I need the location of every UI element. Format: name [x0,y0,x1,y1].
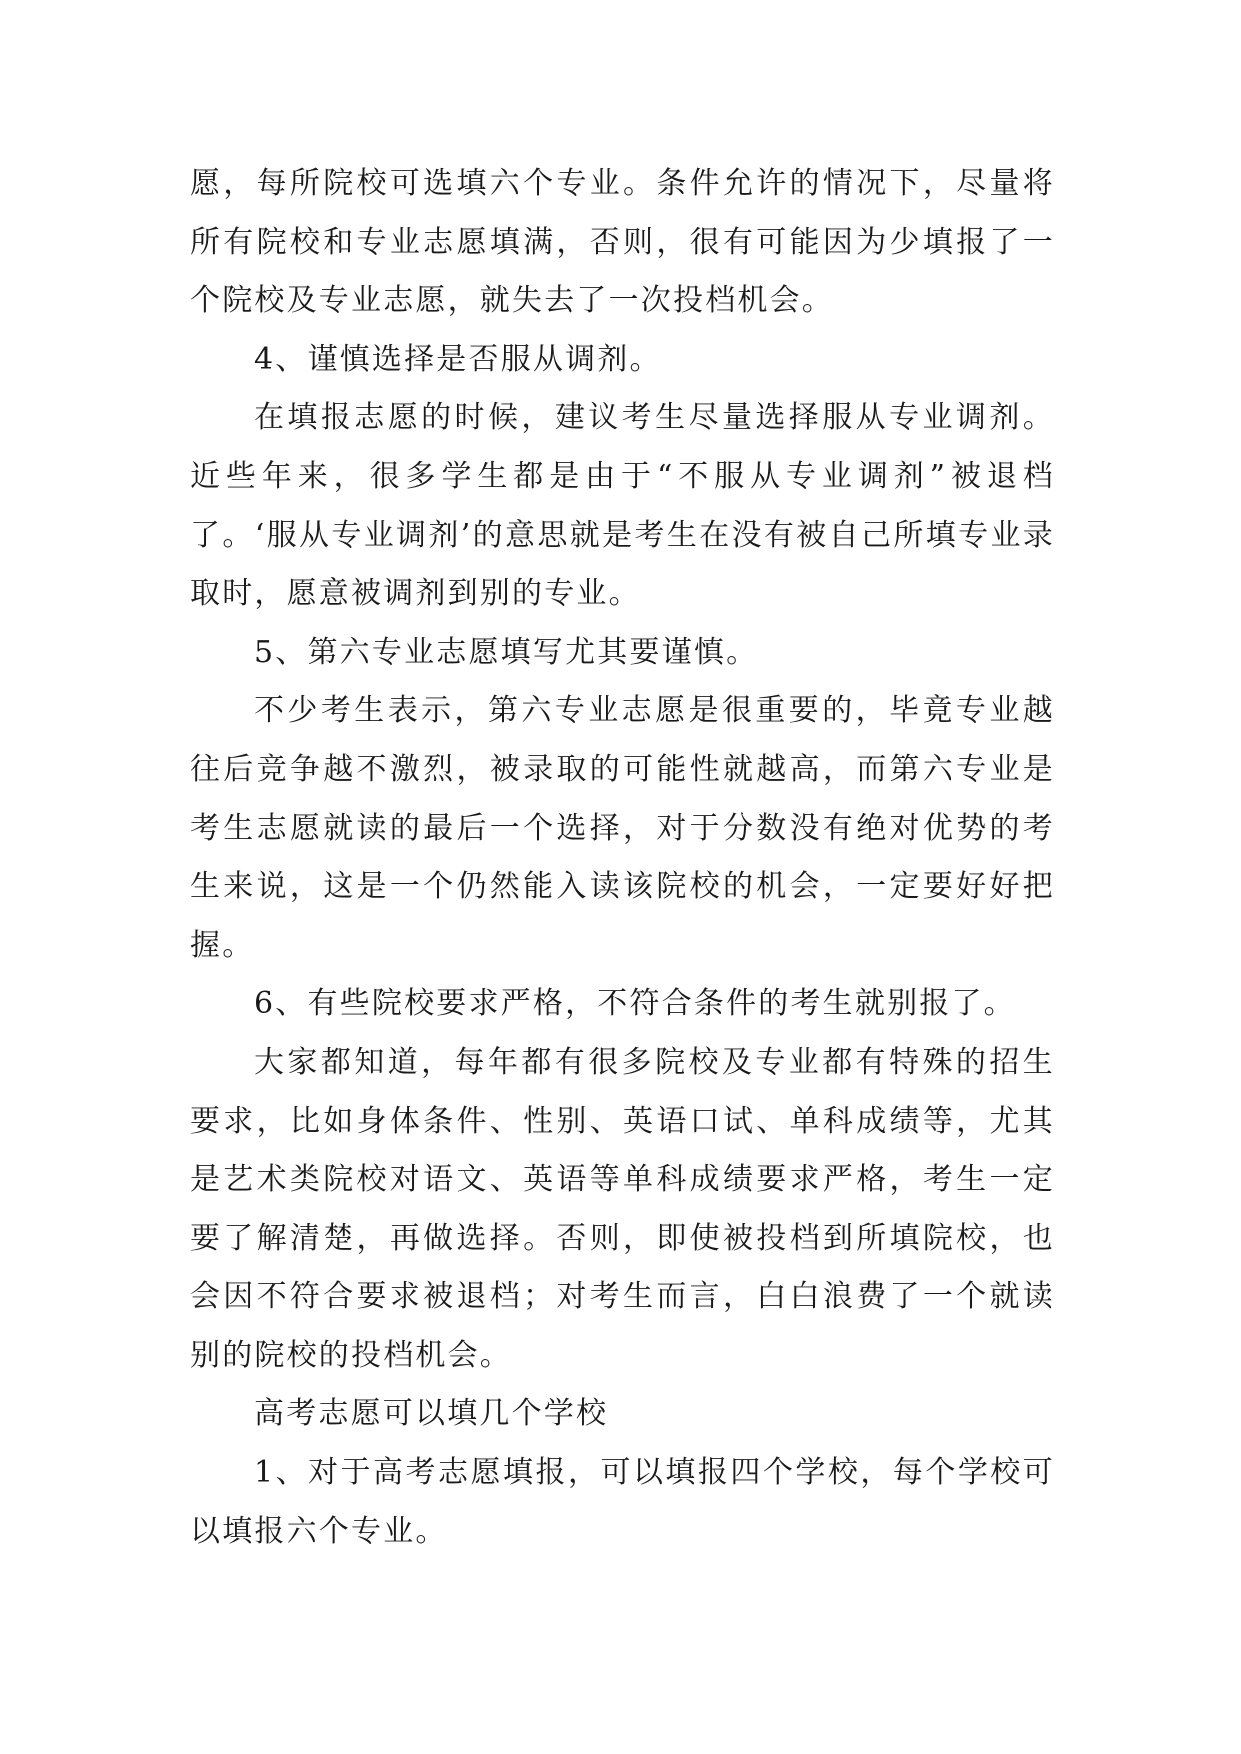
paragraph-adjustment: 在填报志愿的时候，建议考生尽量选择服从专业调剂。近些年来，很多学生都是由于“不服从专业调剂”被退档了。‘服从专业调剂’的意思就是考生在没有被自己所填专业录取时，愿意被调剂到别的专业。 [190,400,1055,612]
paragraph-special-requirements: 大家都知道，每年都有很多院校及专业都有特殊的招生要求，比如身体条件、性别、英语口试、单科成绩等，尤其是艺术类院校对语文、英语等单科成绩要求严格，考生一定要了解清楚，再做选择。否则，即使被投档到所填院校，也会因不符合要求被退档；对考生而言，白白浪费了一个就读别的院校的投档机会。 [190,1044,1055,1373]
paragraph-item-1: 1、对于高考志愿填报，可以填报四个学校，每个学校可以填报六个专业。 [190,1455,1055,1549]
paragraph-continuation: 愿，每所院校可选填六个专业。条件允许的情况下，尽量将所有院校和专业志愿填满，否则，很有可能因为少填报了一个院校及专业志愿，就失去了一次投档机会。 [190,166,1055,319]
document-body [190,155,1055,1561]
heading-item-4: 4、谨慎选择是否服从调剂。 [254,341,662,377]
heading-item-6: 6、有些院校要求严格，不符合条件的考生就别报了。 [254,986,1016,1022]
heading-item-5: 5、第六专业志愿填写尤其要谨慎。 [254,634,759,670]
paragraph-sixth-major: 不少考生表示，第六专业志愿是很重要的，毕竟专业越往后竞争越不激烈，被录取的可能性就越高，而第六专业是考生志愿就读的最后一个选择，对于分数没有绝对优势的考生来说，这是一个仍然能入读该院校的机会，一定要好好把握。 [190,693,1055,963]
section-title: 高考志愿可以填几个学校 [254,1396,609,1432]
